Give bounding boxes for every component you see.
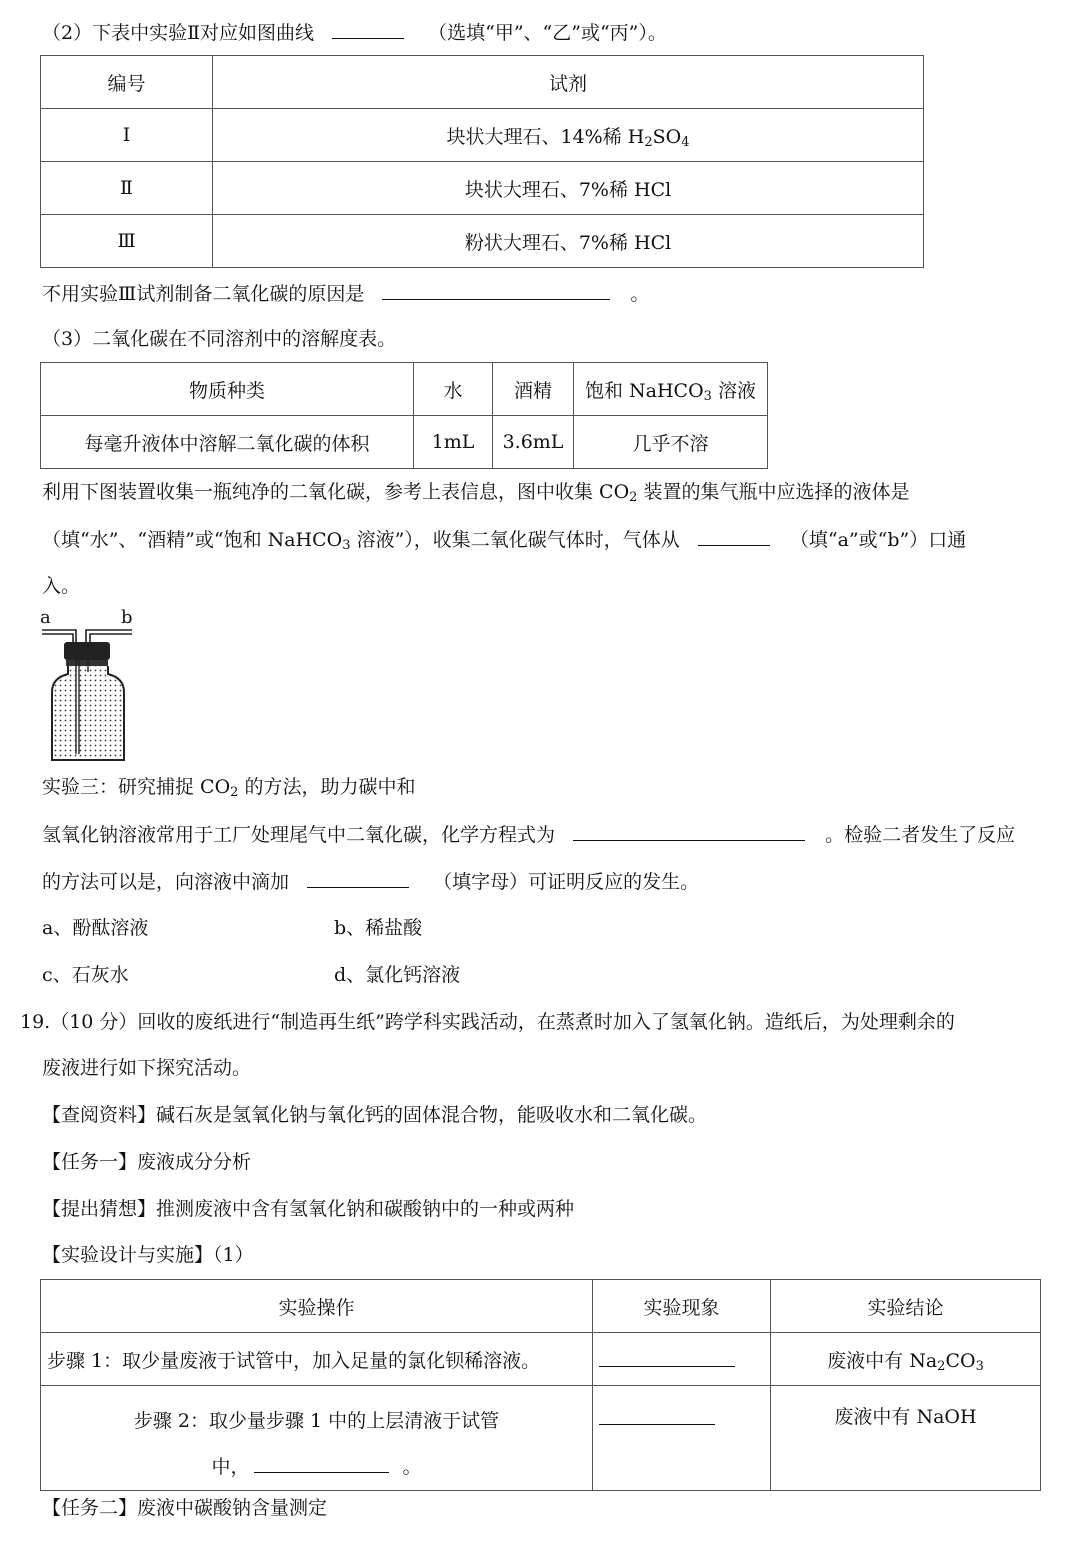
q3-prompt: （3）二氧化碳在不同溶剂中的溶解度表。 [42,328,397,350]
step1-phenomenon-blank[interactable] [599,1346,735,1367]
q19-task2: 【任务二】废液中碳酸钠含量测定 [42,1497,328,1519]
q3-row-label: 每毫升液体中溶解二氧化碳的体积 [41,416,414,469]
q19-step1-operation: 步骤 1：取少量废液于试管中，加入足量的氯化钡稀溶液。 [41,1333,593,1386]
q2-reason-line [42,279,649,308]
q2-header-id: 编号 [41,56,213,109]
table-row [41,215,924,268]
gas-bottle-figure [38,608,138,768]
table-row [41,416,768,469]
q2-reason-end: 。 [630,283,650,305]
option-d[interactable]: d、氯化钙溶液 [334,964,461,986]
q19-step1-conclusion: 废液中有 $Na_2CO_3$ [771,1333,1041,1386]
exp3-equation-blank[interactable] [573,820,805,841]
q19-hypothesis: 【提出猜想】推测废液中含有氢氧化钠和碳酸钠中的一种或两种 [42,1198,575,1220]
q2-prompt-line [42,18,667,47]
q19-line2: 废液进行如下探究活动。 [42,1057,252,1079]
q19-step2-phenomenon [593,1386,771,1491]
q2-reason-blank[interactable] [382,279,610,300]
q19-experiment-table [40,1279,1041,1491]
q19-design: 【实验设计与实施】（1） [42,1244,254,1266]
step2-reagent-blank[interactable] [254,1452,389,1473]
q3-header-water: 水 [414,363,493,416]
option-c[interactable]: c、石灰水 [42,964,129,986]
q19-step1-phenomenon [593,1333,771,1386]
option-b[interactable]: b、稀盐酸 [334,917,423,939]
q3-solubility-table [40,362,768,469]
q19-header-phenomenon: 实验现象 [593,1280,771,1333]
q19-task1: 【任务一】废液成分分析 [42,1151,252,1173]
q2-choice-hint: （选填“甲”、“乙”或“丙”）。 [428,22,667,44]
q3-para-line2: （填“水”、“酒精”或“饱和 NaHCO$_3$ 溶液”），收集二氧化碳气体时，气体从 （填“a”或“b”）口通 [42,525,966,554]
q3-header-alcohol: 酒精 [493,363,574,416]
q3-header-nahco3: 饱和 NaHCO$_3$ 溶液 [574,363,768,416]
q2-answer-blank[interactable] [332,18,404,39]
step2-phenomenon-blank[interactable] [599,1404,715,1425]
table-row [41,162,924,215]
bottle-label-b: b [121,607,133,628]
q19-material: 【查阅资料】碱石灰是氢氧化钠与氧化钙的固体混合物，能吸收水和二氧化碳。 [42,1104,708,1126]
q3-para-line3: 入。 [42,575,81,597]
q3-value-nahco3: 几乎不溶 [574,416,768,469]
q2-row-id: Ⅰ [41,109,213,162]
q19-step2-conclusion: 废液中有 NaOH [771,1386,1041,1491]
q19-step2-operation: 步骤 2：取少量步骤 1 中的上层清液于试管 中， 。 [41,1386,593,1491]
q2-header-reagent: 试剂 [213,56,924,109]
table-row [41,1333,1041,1386]
q2-row-id: Ⅲ [41,215,213,268]
q3-value-water: 1mL [414,416,493,469]
q2-reagent-table [40,55,924,268]
q3-value-alcohol: 3.6mL [493,416,574,469]
exp3-line2: 的方法可以是，向溶液中滴加 （填字母）可证明反应的发生。 [42,867,699,896]
q3-header-substance: 物质种类 [41,363,414,416]
q2-row-reagent: 块状大理石、14%稀 $H_2SO_4$ [213,109,924,162]
q2-row-id: Ⅱ [41,162,213,215]
q2-reason-prompt: 不用实验Ⅲ试剂制备二氧化碳的原因是 [42,283,365,305]
q2-row-reagent: 块状大理石、7%稀 HCl [213,162,924,215]
exp3-reagent-blank[interactable] [307,867,409,888]
table-row [41,109,924,162]
q2-row-reagent: 粉状大理石、7%稀 HCl [213,215,924,268]
q3-inlet-blank[interactable] [698,525,770,546]
exp3-title: 实验三：研究捕捉 $CO_2$ 的方法，助力碳中和 [42,776,416,800]
option-a[interactable]: a、酚酞溶液 [42,917,149,939]
q3-para-line1: 利用下图装置收集一瓶纯净的二氧化碳，参考上表信息，图中收集 $CO_2$ 装置的集气瓶中应选择的液体是 [42,481,910,505]
exp3-line1: 氢氧化钠溶液常用于工厂处理尾气中二氧化碳，化学方程式为 。检验二者发生了反应 [42,820,1015,849]
table-row [41,1386,1041,1491]
q2-prompt: （2）下表中实验Ⅱ对应如图曲线 [42,22,315,44]
q19-line1: 19.（10 分）回收的废纸进行“制造再生纸”跨学科实践活动，在蒸煮时加入了氢氧化钠。造纸后，为处理剩余的 [20,1011,955,1033]
bottle-label-a: a [40,607,51,628]
bottle-drawing [38,608,138,768]
q19-header-conclusion: 实验结论 [771,1280,1041,1333]
q19-header-operation: 实验操作 [41,1280,593,1333]
